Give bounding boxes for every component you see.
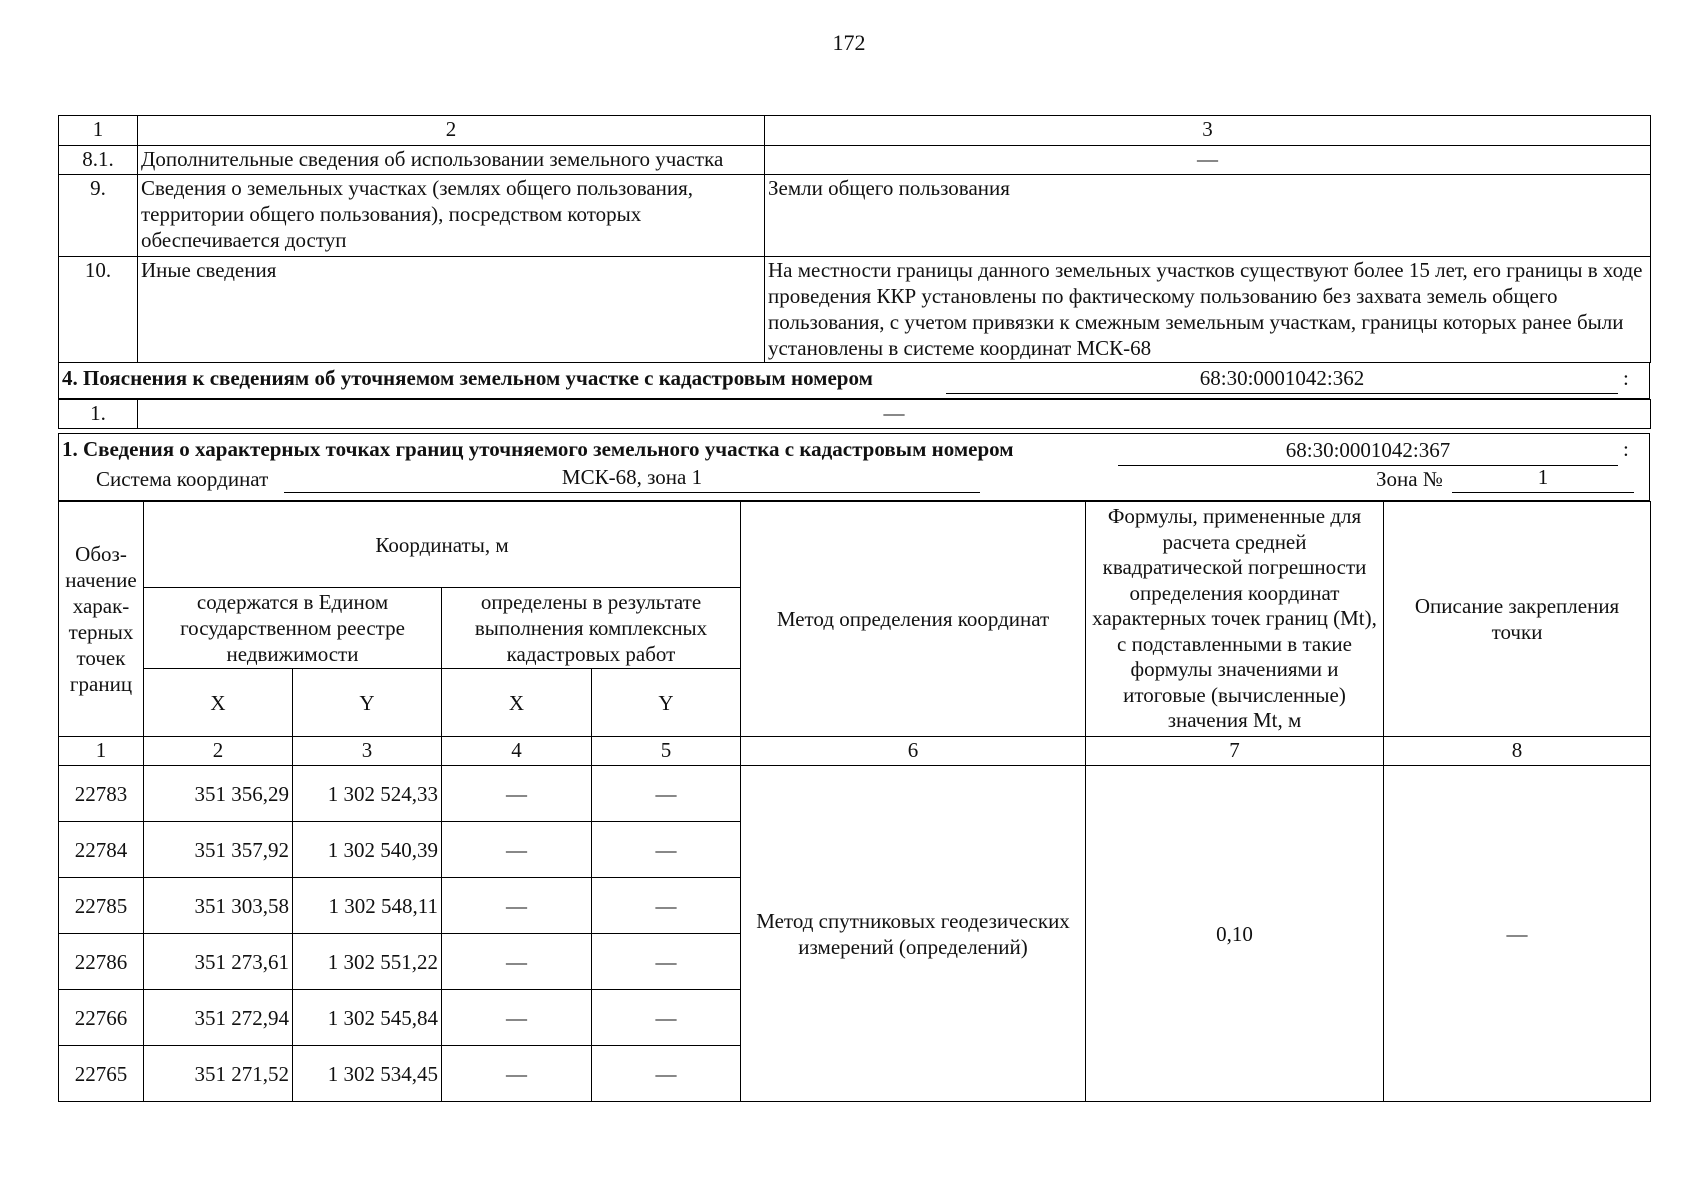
point-y: 1 302 545,84	[293, 990, 442, 1046]
col-number: 5	[592, 737, 741, 766]
points-table	[58, 501, 1651, 1102]
point-y-kkr: —	[592, 766, 741, 822]
coordinates-header: Координаты, м	[144, 502, 741, 588]
col-number: 2	[144, 737, 293, 766]
point-id: 22766	[59, 990, 144, 1046]
point-id: 22765	[59, 1046, 144, 1102]
point-y: 1 302 524,33	[293, 766, 442, 822]
row-label: Дополнительные сведения об использовании земельного участка	[138, 146, 765, 175]
section4-row	[59, 400, 1651, 429]
point-y-kkr: —	[592, 990, 741, 1046]
egrn-header: содержатся в Едином государственном реестре недвижимости	[144, 588, 442, 669]
coord-system-value: МСК-68, зона 1	[284, 464, 980, 493]
row-label: Сведения о земельных участках (землях общего пользования, территории общего пользования), посредством которых обеспечивается доступ	[138, 175, 765, 257]
point-y: 1 302 551,22	[293, 934, 442, 990]
row-value: Земли общего пользования	[765, 175, 1651, 257]
row-number: 10.	[59, 257, 138, 363]
col-number: 4	[442, 737, 592, 766]
row-label: Иные сведения	[138, 257, 765, 363]
info-row-10	[59, 257, 1651, 363]
col-number: 7	[1086, 737, 1384, 766]
point-x-kkr: —	[442, 878, 592, 934]
point-y: 1 302 548,11	[293, 878, 442, 934]
page-number: 172	[832, 30, 866, 55]
y-kkr-header: Y	[592, 669, 741, 737]
section4-cadastral-number: 68:30:0001042:362	[946, 365, 1618, 394]
zone-value: 1	[1452, 464, 1634, 493]
row-value: —	[138, 400, 1651, 429]
point-id: 22784	[59, 822, 144, 878]
point-x: 351 357,92	[144, 822, 293, 878]
description-value: —	[1384, 766, 1651, 1102]
point-id: 22785	[59, 878, 144, 934]
section1-cadastral-number: 68:30:0001042:367	[1118, 437, 1618, 466]
point-y-kkr: —	[592, 822, 741, 878]
points-header-row-1	[59, 502, 1651, 588]
kkr-header: определены в результате выполнения комплексных кадастровых работ	[442, 588, 741, 669]
point-id: 22783	[59, 766, 144, 822]
col-number: 8	[1384, 737, 1651, 766]
point-x-kkr: —	[442, 934, 592, 990]
row-number: 1.	[59, 400, 138, 429]
formula-header: Формулы, примененные для расчета средней квадратической погрешности определения координат характерных точек границ (Mt), с подставленными в такие формулы значениями и итоговые (вычисленные) значения Mt, м	[1086, 502, 1384, 737]
info-table	[58, 115, 1651, 363]
row-value: —	[765, 146, 1651, 175]
column-numbers-row	[59, 737, 1651, 766]
point-y-kkr: —	[592, 878, 741, 934]
designation-header: Обоз-начение харак-терных точек границ	[59, 502, 144, 737]
section1-title: 1. Сведения о характерных точках границ уточняемого земельного участка с кадастровым номером	[62, 437, 1014, 461]
table-row	[59, 766, 1651, 822]
point-id: 22786	[59, 934, 144, 990]
y-egrn-header: Y	[293, 669, 442, 737]
section4-title: 4. Пояснения к сведениям об уточняемом земельном участке с кадастровым номером	[62, 366, 873, 390]
point-x-kkr: —	[442, 766, 592, 822]
point-x-kkr: —	[442, 822, 592, 878]
zone-label: Зона №	[1376, 467, 1443, 491]
description-header: Описание закрепления точки	[1384, 502, 1651, 737]
col-header-3: 3	[765, 116, 1651, 146]
col-header-1: 1	[59, 116, 138, 146]
point-y-kkr: —	[592, 934, 741, 990]
x-kkr-header: X	[442, 669, 592, 737]
col-header-2: 2	[138, 116, 765, 146]
point-x: 351 303,58	[144, 878, 293, 934]
col-number: 6	[741, 737, 1086, 766]
info-row-8-1	[59, 146, 1651, 175]
col-number: 3	[293, 737, 442, 766]
col-number: 1	[59, 737, 144, 766]
mt-value: 0,10	[1086, 766, 1384, 1102]
info-row-9	[59, 175, 1651, 257]
row-number: 9.	[59, 175, 138, 257]
point-x: 351 273,61	[144, 934, 293, 990]
point-x-kkr: —	[442, 1046, 592, 1102]
section4-colon: :	[1623, 366, 1629, 390]
point-x-kkr: —	[442, 990, 592, 1046]
section1-colon: :	[1623, 437, 1629, 461]
point-y-kkr: —	[592, 1046, 741, 1102]
row-value: На местности границы данного земельных участков существуют более 15 лет, его границы в ходе проведения ККР установлены по фактическому пользованию без захвата земель общего пользования, с учетом привязки к смежным земельным участкам, границы которых ранее были установлены в системе координат МСК-68	[765, 257, 1651, 363]
section4-table	[58, 399, 1651, 429]
method-header: Метод определения координат	[741, 502, 1086, 737]
point-y: 1 302 534,45	[293, 1046, 442, 1102]
info-table-header-row	[59, 116, 1651, 146]
method-value: Метод спутниковых геодезических измерений (определений)	[741, 766, 1086, 1102]
point-x: 351 272,94	[144, 990, 293, 1046]
x-egrn-header: X	[144, 669, 293, 737]
point-x: 351 356,29	[144, 766, 293, 822]
point-x: 351 271,52	[144, 1046, 293, 1102]
coord-system-label: Система координат	[96, 467, 269, 491]
row-number: 8.1.	[59, 146, 138, 175]
point-y: 1 302 540,39	[293, 822, 442, 878]
